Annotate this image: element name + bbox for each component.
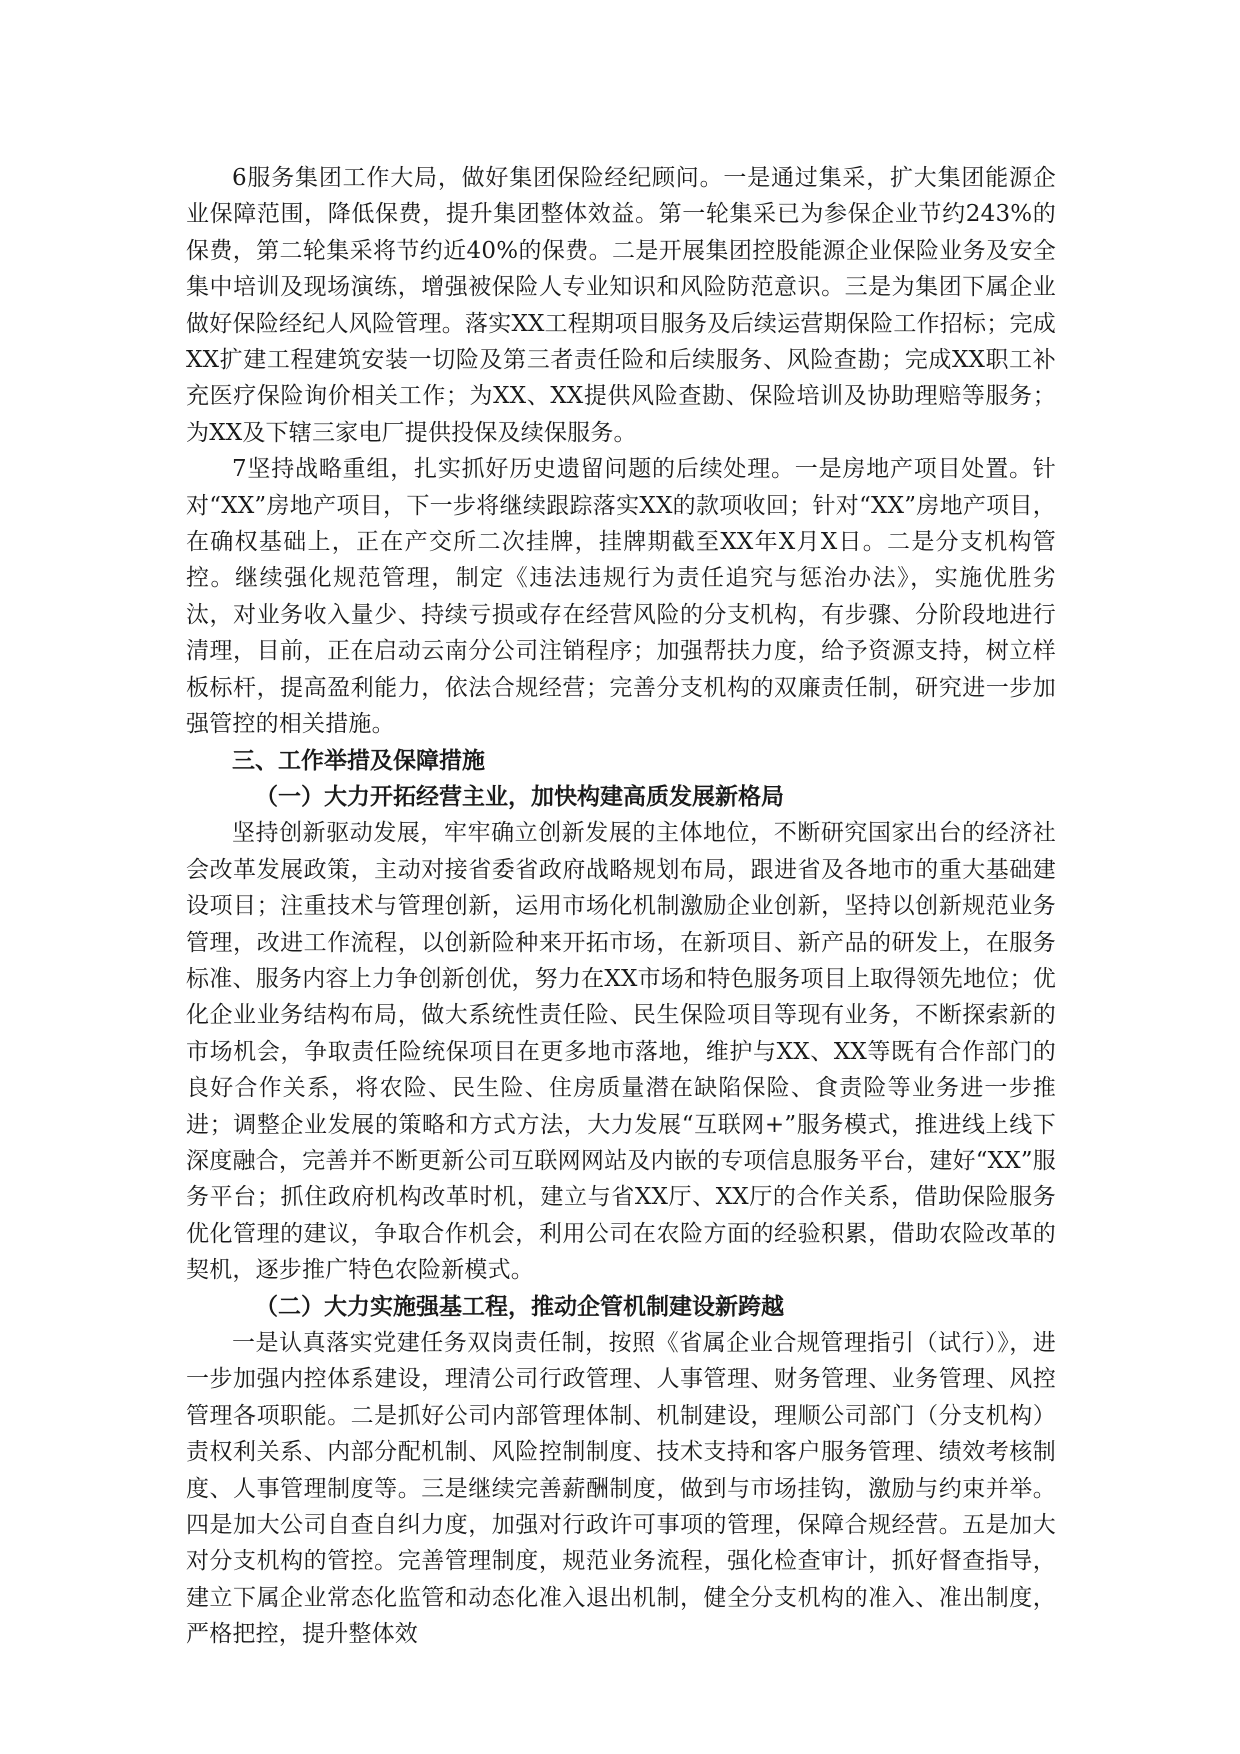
paragraph-item-6: 6服务集团工作大局，做好集团保险经纪顾问。一是通过集采，扩大集团能源企业保障范围，降低保费，提升集团整体效益。第一轮集采已为参保企业节约243%的保费，第二轮集采将节约近40%的保费。二是开展集团控股能源企业保险业务及安全集中培训及现场演练，增强被保险人专业知识和风险防范意识。三是为集团下属企业做好保险经纪人风险管理。落实XX工程期项目服务及后续运营期保险工作招标；完成XX扩建工程建筑安装一切险及第三者责任险和后续服务、风险查勘；完成XX职工补充医疗保险询价相关工作；为XX、XX提供风险查勘、保险培训及协助理赔等服务；为XX及下辖三家电厂提供投保及续保服务。 [186, 165, 1056, 446]
subsection-heading-1: （一）大力开拓经营主业，加快构建高质发展新格局 [255, 782, 784, 810]
document-page [186, 160, 1056, 1653]
paragraph-management: 一是认真落实党建任务双岗责任制，按照《省属企业合规管理指引（试行）》，进一步加强内控体系建设，理清公司行政管理、人事管理、财务管理、业务管理、风控管理各项职能。二是抓好公司内部管理体制、机制建设，理顺公司部门（分支机构）责权利关系、内部分配机制、风险控制制度、技术支持和客户服务管理、绩效考核制度、人事管理制度等。三是继续完善薪酬制度，做到与市场挂钩，激励与约束并举。四是加大公司自查自纠力度，加强对行政许可事项的管理，保障合规经营。五是加大对分支机构的管控。完善管理制度，规范业务流程，强化检查审计，抓好督查指导，建立下属企业常态化监管和动态化准入退出机制，健全分支机构的准入、准出制度，严格把控，提升整体效 [186, 1330, 1056, 1648]
paragraph-innovation: 坚持创新驱动发展，牢牢确立创新发展的主体地位，不断研究国家出台的经济社会改革发展政策，主动对接省委省政府战略规划布局，跟进省及各地市的重大基础建设项目；注重技术与管理创新，运用市场化机制激励企业创新，坚持以创新规范业务管理，改进工作流程，以创新险种来开拓市场，在新项目、新产品的研发上，在服务标准、服务内容上力争创新创优，努力在XX市场和特色服务项目上取得领先地位；优化企业业务结构布局，做大系统性责任险、民生保险项目等现有业务，不断探索新的市场机会，争取责任险统保项目在更多地市落地，维护与XX、XX等既有合作部门的良好合作关系，将农险、民生险、住房质量潜在缺陷保险、食责险等业务进一步推进；调整企业发展的策略和方式方法，大力发展“互联网+”服务模式，推进线上线下深度融合，完善并不断更新公司互联网网站及内嵌的专项信息服务平台，建好“XX”服务平台；抓住政府机构改革时机，建立与省XX厅、XX厅的合作关系，借助保险服务优化管理的建议，争取合作机会，利用公司在农险方面的经验积累，借助农险改革的契机，逐步推广特色农险新模式。 [186, 820, 1056, 1284]
paragraph-item-7: 7坚持战略重组，扎实抓好历史遗留问题的后续处理。一是房地产项目处置。针对“XX”房地产项目，下一步将继续跟踪落实XX的款项收回；针对“XX”房地产项目，在确权基础上，正在产交所二次挂牌，挂牌期截至XX年X月X日。二是分支机构管控。继续强化规范管理，制定《违法违规行为责任追究与惩治办法》，实施优胜劣汰，对业务收入量少、持续亏损或存在经营风险的分支机构，有步骤、分阶段地进行清理，目前，正在启动云南分公司注销程序；加强帮扶力度，给予资源支持，树立样板标杆，提高盈利能力，依法合规经营；完善分支机构的双廉责任制，研究进一步加强管控的相关措施。 [186, 456, 1056, 738]
section-heading-3: 三、工作举措及保障措施 [232, 746, 485, 774]
subsection-heading-2: （二）大力实施强基工程，推动企管机制建设新跨越 [255, 1292, 784, 1320]
